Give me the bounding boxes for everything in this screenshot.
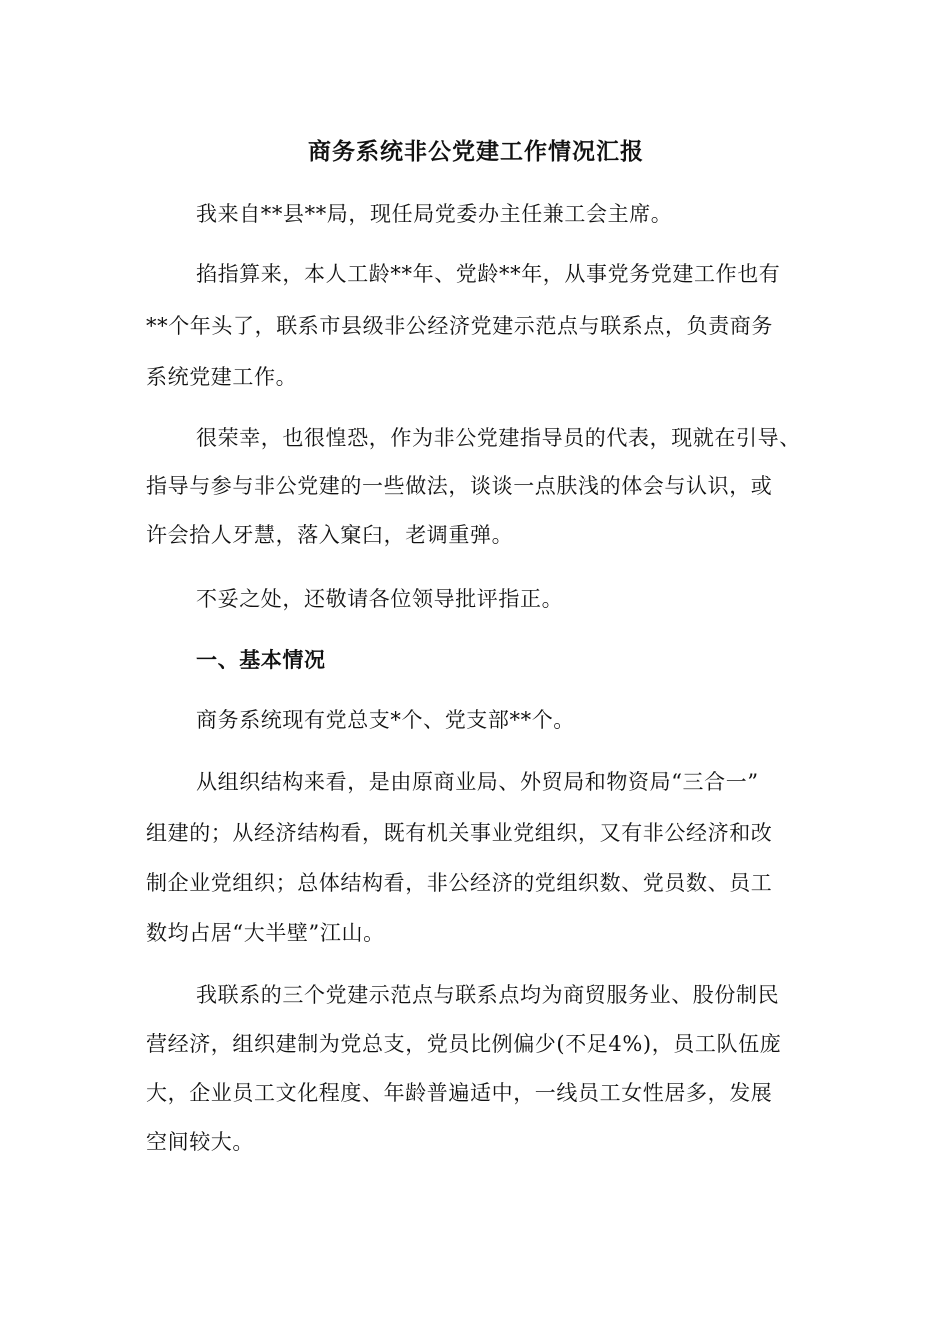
document-title: 商务系统非公党建工作情况汇报 (308, 138, 644, 165)
paragraph-3-line-2: 指导与参与非公党建的一些做法，谈谈一点肤浅的体会与认识，或 (146, 474, 773, 498)
paragraph-1-line-1: 我来自**县**局，现任局党委办主任兼工会主席。 (196, 202, 673, 226)
paragraph-6-line-2: 组建的；从经济结构看，既有机关事业党组织，又有非公经济和改 (146, 821, 773, 845)
paragraph-7-line-3: 大，企业员工文化程度、年龄普遍适中，一线员工女性居多，发展 (146, 1081, 773, 1105)
paragraph-2-line-3: 系统党建工作。 (146, 365, 298, 389)
paragraph-6-line-3: 制企业党组织；总体结构看，非公经济的党组织数、党员数、员工 (146, 871, 773, 895)
paragraph-5-line-1: 商务系统现有党总支*个、党支部**个。 (196, 708, 575, 732)
paragraph-7-line-4: 空间较大。 (146, 1130, 254, 1154)
paragraph-3-line-1: 很荣幸，也很惶恐，作为非公党建指导员的代表，现就在引导、 (196, 426, 801, 450)
paragraph-2-line-2: **个年头了，联系市县级非公经济党建示范点与联系点，负责商务 (146, 314, 773, 338)
paragraph-6-line-1: 从组织结构来看，是由原商业局、外贸局和物资局“三合一” (196, 770, 759, 794)
section-heading: 一、基本情况 (196, 647, 326, 672)
paragraph-4-line-1: 不妥之处，还敬请各位领导批评指正。 (196, 587, 564, 611)
paragraph-2-line-1: 掐指算来，本人工龄**年、党龄**年，从事党务党建工作也有 (196, 262, 781, 286)
paragraph-6-line-4: 数均占居“大半壁”江山。 (146, 921, 385, 945)
paragraph-7-line-1: 我联系的三个党建示范点与联系点均为商贸服务业、股份制民 (196, 983, 780, 1007)
paragraph-7-line-2: 营经济，组织建制为党总支，党员比例偏少(不足4%)，员工队伍庞 (146, 1032, 782, 1056)
paragraph-3-line-3: 许会拾人牙慧，落入窠臼，老调重弹。 (146, 523, 514, 547)
